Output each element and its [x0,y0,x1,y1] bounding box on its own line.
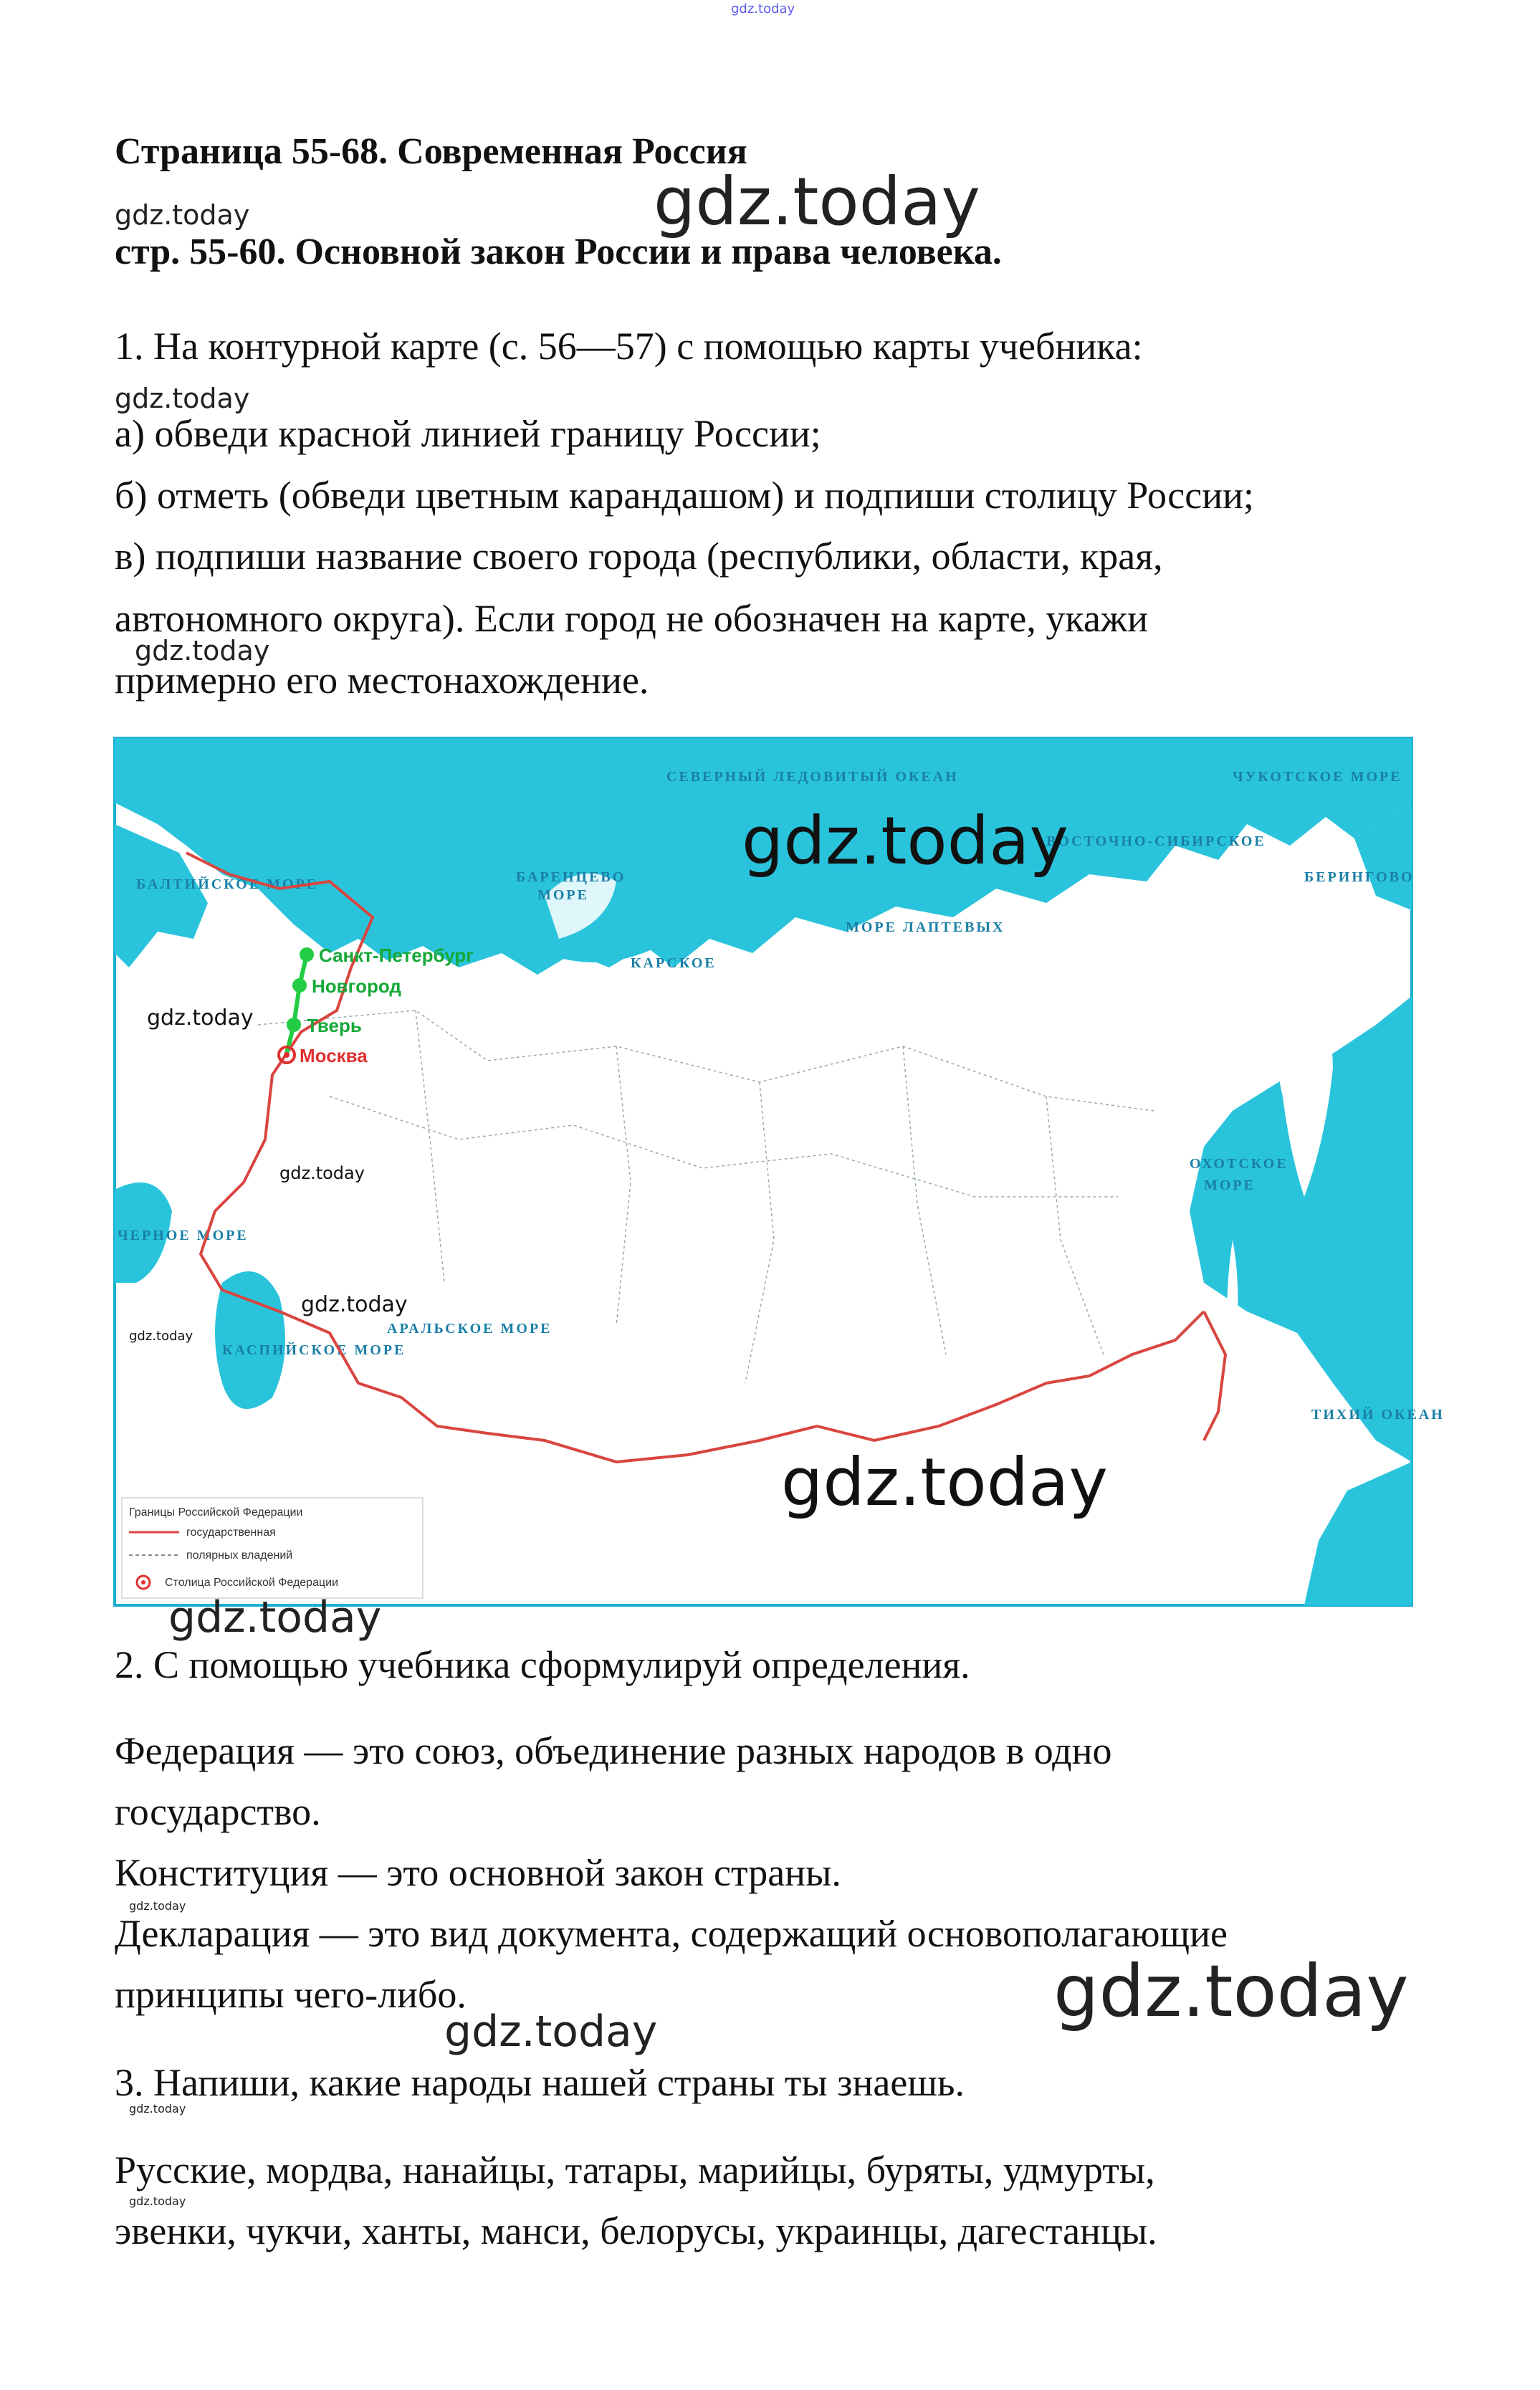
watermark: gdz.today [147,1005,254,1031]
watermark-top: gdz.today [731,1,795,16]
pacific-ocean-label: ТИХИЙ ОКЕАН [1311,1407,1445,1423]
chukchi-sea-label: ЧУКОТСКОЕ МОРЕ [1233,769,1402,785]
city-label-spb: Санкт-Петербург [319,945,474,966]
watermark: gdz.today [654,163,980,240]
arctic-ocean-label: СЕВЕРНЫЙ ЛЕДОВИТЫЙ ОКЕАН [666,769,959,785]
city-marker [287,1018,301,1032]
watermark: gdz.today [444,2007,658,2057]
answer-line: Русские, мордва, нанайцы, татары, марийцы, буряты, удмурты, [115,2148,1155,2191]
map-legend [122,1498,423,1598]
watermark: gdz.today [129,2194,186,2208]
task1-line: примерно его местонахождение. [115,659,649,702]
watermark: gdz.today [301,1292,408,1317]
legend-capital: Столица Российской Федерации [165,1577,339,1589]
watermark: gdz.today [115,199,250,231]
barents-sea-label: МОРЕ [537,887,589,903]
section-title: стр. 55-60. Основной закон России и права человека. [115,231,1002,272]
task2-prompt: 2. С помощью учебника сформулируй определения. [115,1643,970,1686]
watermark: gdz.today [781,1444,1108,1521]
legend-polar: полярных владений [186,1549,293,1562]
watermark: gdz.today [1053,1949,1409,2033]
legend-title: Границы Российской Федерации [129,1506,303,1519]
city-label-novgorod: Новгород [312,975,401,997]
baltic-sea-label: БАЛТИЙСКОЕ МОРЕ [136,876,319,892]
answer-line: эвенки, чукчи, ханты, манси, белорусы, украинцы, дагестанцы. [115,2209,1157,2252]
okhotsk-sea-label: ОХОТСКОЕ [1190,1156,1288,1172]
watermark: gdz.today [742,803,1068,879]
definition-line: государство. [115,1790,321,1833]
contour-map [115,738,1445,1605]
watermark: gdz.today [129,1329,193,1344]
watermark: gdz.today [129,2102,186,2116]
task1-line: 1. На контурной карте (с. 56—57) с помощью карты учебника: [115,325,1143,368]
east-siberian-sea-label: ВОСТОЧНО-СИБИРСКОЕ [1046,833,1266,849]
city-label-tver: Тверь [307,1015,362,1036]
city-marker [292,978,307,993]
definition-line: Федерация — это союз, объединение разных народов в одно [115,1729,1112,1772]
laptev-sea-label: МОРЕ ЛАПТЕВЫХ [846,919,1005,935]
definition-line: принципы чего-либо. [115,1973,467,2016]
task1-line: а) обведи красной линией границу России; [115,412,821,455]
watermark: gdz.today [279,1163,365,1183]
barents-sea-label: БАРЕНЦЕВО [516,869,626,885]
caspian-sea-label: КАСПИЙСКОЕ МОРЕ [222,1342,406,1358]
kara-sea-label: КАРСКОЕ [631,955,717,971]
legend-state: государственная [186,1526,276,1539]
watermark: gdz.today [115,383,250,414]
aral-sea-label: АРАЛЬСКОЕ МОРЕ [387,1321,553,1337]
city-label-moscow: Москва [300,1045,368,1066]
bering-sea-label: БЕРИНГОВО [1304,869,1415,885]
black-sea-label: ЧЕРНОЕ МОРЕ [118,1228,249,1243]
task3-prompt: 3. Напиши, какие народы нашей страны ты знаешь. [115,2061,965,2104]
task1-line: б) отметь (обведи цветным карандашом) и подпиши столицу России; [115,474,1255,517]
watermark: gdz.today [129,1899,186,1913]
page-title: Страница 55-68. Современная Россия [115,131,747,172]
definition-line: Декларация — это вид документа, содержащий основополагающие [115,1912,1228,1955]
city-marker [300,947,314,962]
watermark: gdz.today [135,635,270,666]
okhotsk-sea-label: МОРЕ [1204,1177,1256,1193]
definition-line: Конституция — это основной закон страны. [115,1851,841,1894]
watermark: gdz.today [168,1592,382,1643]
task1-line: в) подпиши название своего города (республики, области, края, [115,535,1163,578]
task1-line: автономного округа). Если город не обозначен на карте, укажи [115,597,1148,640]
